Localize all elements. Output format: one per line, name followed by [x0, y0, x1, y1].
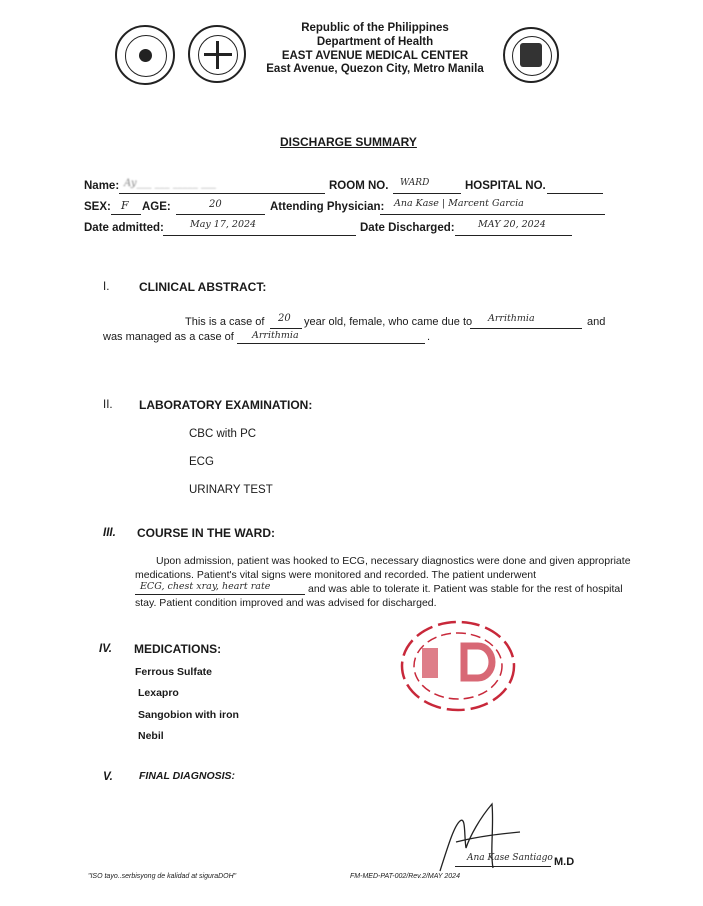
lab-item: ECG	[189, 456, 214, 468]
abstract-text-e: .	[427, 331, 431, 343]
room-line	[393, 193, 461, 194]
course-paragraph-line-2: medications. Patient's vital signs were monitored and recorded. The patient underwent	[135, 569, 537, 581]
sex-line	[111, 214, 141, 215]
course-procedure: ECG, chest xray, heart rate	[140, 581, 271, 592]
course-paragraph-line-4: stay. Patient condition improved and was advised for discharged.	[135, 597, 437, 609]
document-title: DISCHARGE SUMMARY	[280, 135, 417, 149]
emc-seal-right	[503, 27, 559, 83]
date-admitted-value: May 17, 2024	[190, 219, 257, 230]
abstract-reason-line	[470, 328, 582, 329]
doh-seal-left	[115, 25, 175, 85]
section-4-number: IV.	[99, 643, 113, 655]
name-line	[119, 193, 325, 194]
abstract-text-d: was managed as a case of	[103, 331, 234, 343]
lab-item: URINARY TEST	[189, 484, 273, 496]
header-line-4: East Avenue, Quezon City, Metro Manila	[266, 63, 484, 75]
hospital-seal-center	[188, 25, 246, 83]
sex-label: SEX:	[84, 201, 111, 213]
hospital-no-line	[547, 193, 603, 194]
date-discharged-label: Date Discharged:	[360, 222, 455, 234]
section-5-title: FINAL DIAGNOSIS:	[139, 770, 236, 782]
abstract-text-c: and	[587, 316, 606, 328]
section-2-title: LABORATORY EXAMINATION:	[139, 398, 313, 412]
signature-scribble	[420, 796, 560, 896]
physician-value: Ana Kase | Marcent Garcia	[394, 198, 524, 209]
age-label: AGE:	[142, 201, 171, 213]
abstract-reason: Arrithmia	[488, 313, 535, 324]
header-line-2: Department of Health	[316, 36, 434, 48]
room-label: ROOM NO.	[329, 180, 389, 192]
date-admitted-line	[163, 235, 356, 236]
medication-item: Sangobion with iron	[138, 709, 239, 721]
age-value: 20	[209, 199, 222, 210]
footer-slogan: "ISO tayo..serbisyong de kalidad at siguraDOH"	[88, 873, 237, 880]
abstract-age-line	[270, 328, 302, 329]
lab-item: CBC with PC	[189, 428, 257, 440]
section-4-title: MEDICATIONS:	[134, 642, 222, 656]
header-line-3: EAST AVENUE MEDICAL CENTER	[281, 50, 469, 62]
signature-suffix: M.D	[554, 856, 575, 868]
abstract-case: Arrithmia	[252, 330, 299, 341]
name-value: Ay___ ___ _____ ___	[124, 178, 217, 189]
section-5-number: V.	[103, 771, 113, 783]
physician-line	[380, 214, 605, 215]
abstract-text-b: year old, female, who came due to	[304, 316, 473, 328]
medication-item: Lexapro	[138, 687, 179, 699]
course-paragraph-line-1: Upon admission, patient was hooked to ECG, necessary diagnostics were done and given appropriate	[156, 555, 631, 567]
physician-label: Attending Physician:	[270, 201, 385, 213]
hospital-no-label: HOSPITAL NO.	[465, 180, 546, 192]
room-value: WARD	[400, 178, 430, 188]
course-paragraph-line-3: and was able to tolerate it. Patient was stable for the rest of hospital	[308, 583, 623, 595]
red-stamp	[396, 616, 520, 716]
date-discharged-line	[455, 235, 572, 236]
section-2-number: II.	[103, 399, 113, 411]
abstract-case-line	[237, 343, 425, 344]
signature-name: Ana Kase Santiago	[467, 853, 553, 863]
date-discharged-value: MAY 20, 2024	[478, 219, 546, 230]
medication-item: Ferrous Sulfate	[135, 666, 213, 678]
name-label: Name:	[84, 180, 120, 192]
section-3-title: COURSE IN THE WARD:	[137, 526, 275, 540]
sex-value: F	[121, 199, 129, 212]
footer-form-code: FM-MED-PAT-002/Rev.2/MAY 2024	[350, 873, 460, 880]
abstract-age: 20	[278, 313, 291, 324]
abstract-text-a: This is a case of	[185, 316, 265, 328]
age-line	[176, 214, 265, 215]
signature-line	[455, 866, 551, 867]
course-procedure-line	[135, 594, 305, 595]
section-1-number: I.	[103, 281, 110, 293]
medication-item: Nebil	[138, 730, 164, 742]
section-1-title: CLINICAL ABSTRACT:	[139, 280, 267, 294]
header-line-1: Republic of the Philippines	[301, 22, 449, 34]
section-3-number: III.	[103, 527, 116, 539]
date-admitted-label: Date admitted:	[84, 222, 164, 234]
